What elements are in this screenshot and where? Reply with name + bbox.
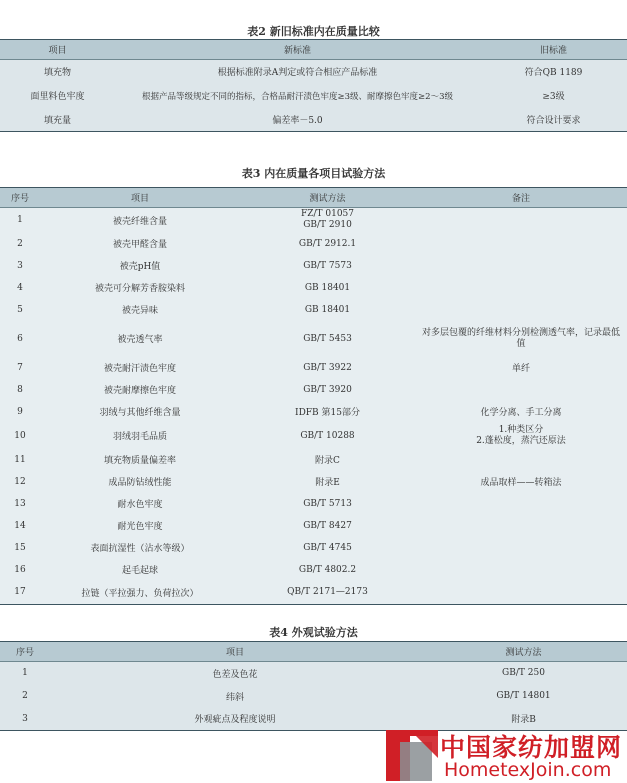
table-cell: IDFB 第15部分 — [295, 408, 360, 418]
table-cell: 被壳纤维含量 — [112, 216, 167, 227]
table-cell — [415, 581, 627, 605]
column-header: 序号 — [0, 188, 40, 208]
table-cell: 12 — [14, 476, 26, 487]
table-cell — [415, 559, 627, 581]
column-header: 项目 — [40, 188, 240, 208]
table-cell: QB/T 2171—2173 — [240, 581, 415, 605]
column-header: 序号 — [0, 642, 50, 662]
table-cell: 填充物质量偏差率 — [103, 456, 176, 466]
table-cell: 根据产品等级规定不同的指标，合格品耐汗渍色牢度≥3级、耐摩擦色牢度≥2～3级 — [142, 91, 453, 102]
table-cell — [415, 537, 627, 559]
table-cell: 13 — [14, 498, 26, 509]
table-cell: 符合QB 1189 — [524, 68, 583, 79]
table-row — [0, 471, 627, 493]
table-cell: 化学分离、手工分离 — [480, 408, 562, 418]
table-cell — [415, 255, 627, 277]
column-header: 项目 — [50, 642, 420, 662]
table-cell: 起毛起球 — [121, 566, 158, 576]
table-cell — [415, 493, 627, 515]
table-cell: GB 18401 — [304, 282, 351, 293]
table-cell: 成品防钻绒性能 — [108, 478, 172, 488]
table-cell: 偏差率－5.0 — [115, 108, 480, 132]
table-cell: 16 — [14, 564, 26, 575]
table-cell: 附录C — [315, 456, 340, 466]
table-cell: GB/T 4802.2 — [298, 564, 357, 575]
table-cell: GB/T 5713 — [303, 498, 352, 509]
table-cell: 6 — [17, 333, 23, 344]
table-row — [0, 449, 627, 471]
table-cell: 填充物 — [43, 68, 71, 79]
table-cell: 14 — [14, 520, 26, 531]
table-row — [0, 108, 627, 132]
table-row — [0, 208, 627, 233]
table-cell: 拉链（平拉强力、负荷拉次） — [40, 581, 240, 605]
table4 — [0, 641, 627, 731]
table-row — [0, 299, 627, 321]
table-cell: 7 — [17, 362, 23, 373]
table-row — [0, 423, 627, 449]
table-row — [0, 685, 627, 708]
table-cell: GB/T 8427 — [303, 520, 352, 531]
table-cell: 15 — [14, 542, 26, 553]
column-header: 测试方法 — [420, 642, 627, 662]
table-cell — [415, 208, 627, 233]
table-cell: 单纤 — [511, 364, 530, 374]
table-row — [0, 60, 627, 84]
table-cell — [415, 449, 627, 471]
table-cell: 成品取样——转箱法 — [480, 478, 562, 488]
table-cell: 填充量 — [0, 108, 115, 132]
column-header: 测试方法 — [240, 188, 415, 208]
table3 — [0, 187, 627, 605]
table-row — [0, 515, 627, 537]
table-row — [0, 357, 627, 379]
table2-caption: 表2 新旧标准内在质量比较 — [247, 25, 380, 38]
table4-header-row — [0, 642, 627, 662]
table-cell: 附录B — [420, 708, 627, 731]
table3-caption: 表3 内在质量各项目试验方法 — [241, 167, 386, 180]
table-cell: 1 — [22, 668, 28, 679]
table-cell: 纬斜 — [225, 692, 244, 703]
table-cell: ≥3级 — [542, 92, 565, 102]
table-row — [0, 233, 627, 255]
table-cell: 耐光色牢度 — [117, 522, 163, 532]
table2-header-row — [0, 40, 627, 60]
table-cell: GB 18401 — [304, 304, 351, 315]
table-cell: 色差及色花 — [212, 669, 258, 680]
table-cell: 8 — [17, 384, 23, 395]
table-row — [0, 401, 627, 423]
table2 — [0, 39, 627, 132]
table-cell: 羽绒与其他纤维含量 — [99, 408, 181, 418]
table-cell: 面里料色牢度 — [30, 92, 85, 102]
table-cell: 2 — [17, 238, 23, 249]
table-cell: 1.种类区分 2.蓬松度，蒸汽还原法 — [476, 424, 566, 446]
table-cell: GB/T 5453 — [303, 333, 352, 344]
table-row — [0, 321, 627, 357]
table-cell: GB/T 2912.1 — [298, 238, 357, 249]
table-cell: 被壳耐摩擦色牢度 — [103, 386, 176, 396]
table-cell — [415, 379, 627, 401]
table-cell: 符合设计要求 — [480, 108, 627, 132]
watermark-en: HometexJoin.com — [444, 759, 612, 781]
table-cell: 根据标准附录A判定或符合相应产品标准 — [217, 68, 378, 79]
table-row — [0, 84, 627, 108]
table-cell: GB/T 3920 — [303, 384, 352, 395]
table-cell: GB/T 10288 — [300, 430, 355, 441]
table3-header-row — [0, 188, 627, 208]
table-cell: 对多层包覆的纤维材料分别检测透气率，记录最低值 — [421, 327, 620, 349]
table-cell — [415, 277, 627, 299]
table-cell: 9 — [17, 406, 23, 417]
table4-caption: 表4 外观试验方法 — [269, 626, 358, 639]
table-cell: 4 — [17, 282, 23, 293]
table-cell: 被壳耐汗渍色牢度 — [103, 364, 176, 374]
table-row — [0, 493, 627, 515]
column-header: 旧标准 — [480, 40, 627, 60]
table-row — [0, 379, 627, 401]
table-cell — [415, 515, 627, 537]
table-cell: 被壳pH值 — [119, 262, 161, 272]
table-cell: 11 — [14, 454, 26, 465]
table-cell: 17 — [0, 581, 40, 605]
table-row — [0, 255, 627, 277]
table-cell: 被壳透气率 — [117, 335, 163, 345]
column-header: 新标准 — [115, 40, 480, 60]
table-cell — [415, 299, 627, 321]
table-cell: GB/T 14801 — [496, 691, 551, 701]
table-cell: 2 — [22, 691, 28, 701]
table-cell: 3 — [17, 260, 23, 271]
column-header: 项目 — [0, 40, 115, 60]
table-cell: 附录E — [315, 478, 340, 488]
table-row — [0, 581, 627, 605]
table-cell: GB/T 3922 — [303, 362, 352, 373]
table-cell: GB/T 4745 — [303, 542, 352, 553]
table-cell: 耐水色牢度 — [117, 500, 163, 510]
watermark-cn: 中国家纺加盟网 — [440, 733, 623, 762]
table-cell: 外观疵点及程度说明 — [50, 708, 420, 731]
table-cell: GB/T 250 — [502, 668, 545, 679]
table-cell: GB/T 7573 — [303, 260, 352, 271]
table-cell: 被壳甲醛含量 — [112, 240, 167, 250]
table-row — [0, 559, 627, 581]
table-cell: 10 — [14, 430, 26, 441]
table-cell: 3 — [0, 708, 50, 731]
table-cell: 被壳可分解芳香胺染料 — [94, 284, 185, 294]
table-cell: FZ/T 01057 GB/T 2910 — [300, 209, 355, 231]
table-cell: 表面抗湿性（沾水等级） — [90, 544, 190, 554]
table-cell: 被壳异味 — [121, 306, 158, 316]
table-cell: 5 — [17, 304, 23, 315]
table-cell: 1 — [17, 215, 23, 226]
column-header: 备注 — [415, 188, 627, 208]
table-cell — [415, 233, 627, 255]
table-cell: 羽绒羽毛品质 — [112, 432, 167, 442]
table-row — [0, 662, 627, 685]
table-row — [0, 537, 627, 559]
table-row — [0, 277, 627, 299]
